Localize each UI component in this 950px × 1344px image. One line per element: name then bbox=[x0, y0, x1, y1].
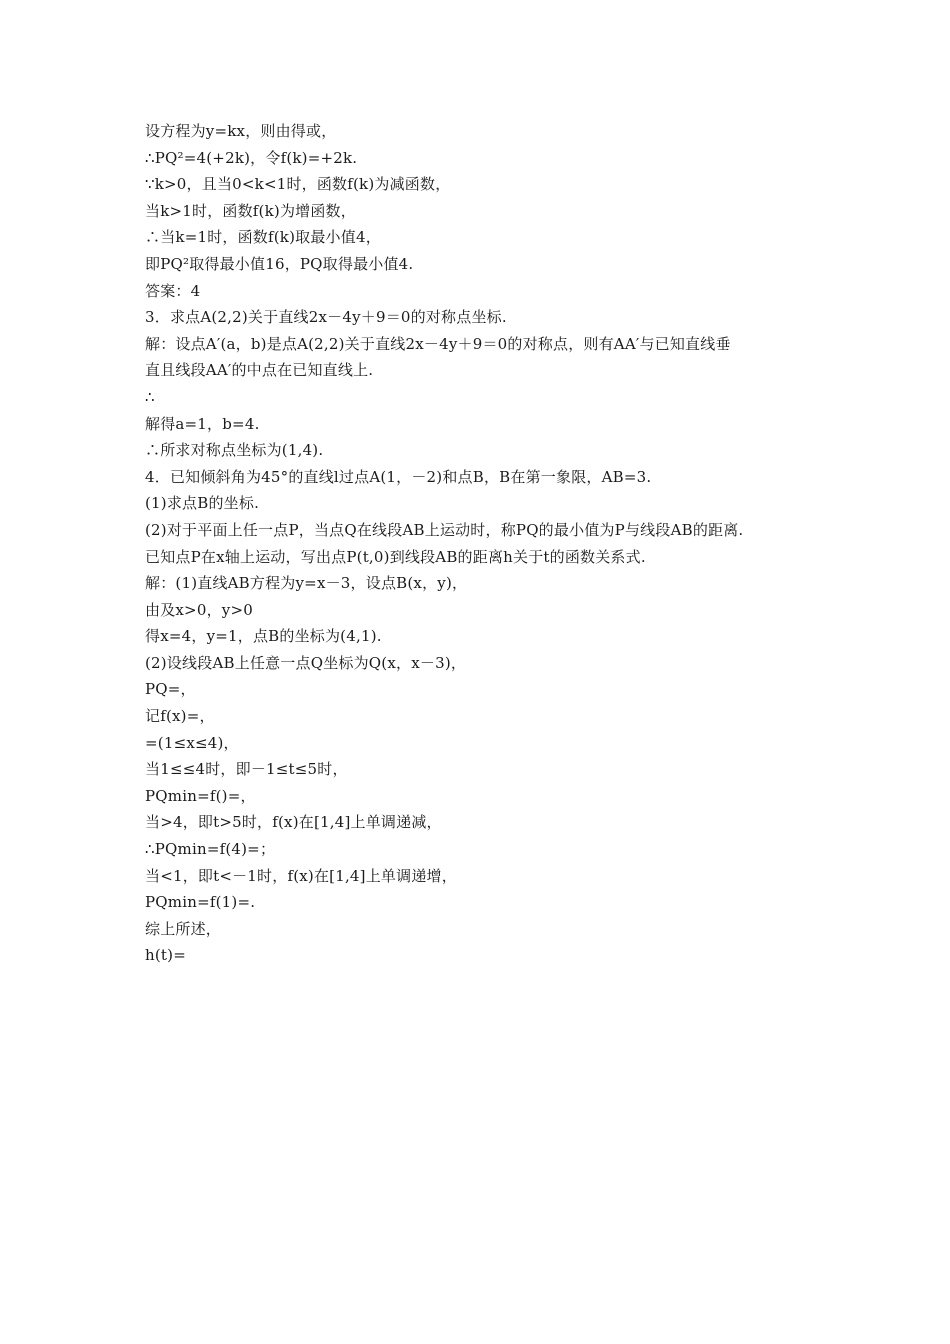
text-line: 即PQ²取得最小值16，PQ取得最小值4. bbox=[145, 254, 414, 273]
text-line: ∵k>0，且当0<k<1时，函数f(k)为减函数， bbox=[145, 175, 451, 194]
text-line: 综上所述， bbox=[145, 919, 222, 938]
text-line: 设方程为y=kx，则由得或， bbox=[145, 122, 337, 140]
text-line: 由及x>0，y>0 bbox=[145, 600, 253, 619]
text-line: ∴所求对称点坐标为(1,4). bbox=[145, 441, 324, 460]
text-line: =(1≤x≤4)， bbox=[145, 733, 239, 752]
text-line: (2)对于平面上任一点P，当点Q在线段AB上运动时，称PQ的最小值为P与线段AB的距离. bbox=[145, 520, 744, 539]
text-line: h(t)= bbox=[145, 946, 186, 965]
text-line: 记f(x)=， bbox=[145, 707, 215, 726]
text-line: 已知点P在x轴上运动，写出点P(t,0)到线段AB的距离h关于t的函数关系式. bbox=[145, 547, 646, 566]
text-line: 得x=4，y=1，点B的坐标为(4,1). bbox=[145, 627, 382, 646]
text-line: ∴当k=1时，函数f(k)取最小值4， bbox=[145, 228, 381, 247]
text-line: 当k>1时，函数f(k)为增函数， bbox=[145, 201, 356, 220]
answer-line: 答案：4 bbox=[145, 281, 201, 300]
text-line: ∴PQmin=f(4)=； bbox=[145, 840, 276, 859]
text-line: 当>4，即t>5时，f(x)在[1,4]上单调递减， bbox=[145, 813, 442, 832]
text-line: 当<1，即t<－1时，f(x)在[1,4]上单调递增， bbox=[145, 866, 457, 885]
solution-text bbox=[145, 118, 825, 969]
problem-3-title: 3．求点A(2,2)关于直线2x－4y＋9＝0的对称点坐标. bbox=[145, 308, 507, 327]
text-line: 解得a=1，b=4. bbox=[145, 414, 260, 433]
text-line: 当1≤≤4时，即－1≤t≤5时， bbox=[145, 760, 348, 779]
text-line: PQ=， bbox=[145, 680, 196, 699]
text-line: 解：(1)直线AB方程为y=x－3，设点B(x，y)， bbox=[145, 574, 468, 593]
text-line: PQmin=f()=， bbox=[145, 786, 256, 805]
text-line: (1)求点B的坐标. bbox=[145, 494, 260, 513]
text-line: 直且线段AA′的中点在已知直线上. bbox=[145, 361, 374, 380]
text-line: PQmin=f(1)=. bbox=[145, 893, 256, 912]
text-line: ∴ bbox=[145, 387, 155, 406]
text-line: 解：设点A′(a，b)是点A(2,2)关于直线2x－4y＋9＝0的对称点，则有AA′与已知直线垂 bbox=[145, 334, 731, 353]
text-line: ∴PQ²=4(+2k)，令f(k)=+2k. bbox=[145, 148, 358, 167]
text-line: (2)设线段AB上任意一点Q坐标为Q(x，x－3)， bbox=[145, 653, 467, 672]
problem-4-title: 4．已知倾斜角为45°的直线l过点A(1，－2)和点B，B在第一象限，AB=3. bbox=[145, 467, 652, 486]
